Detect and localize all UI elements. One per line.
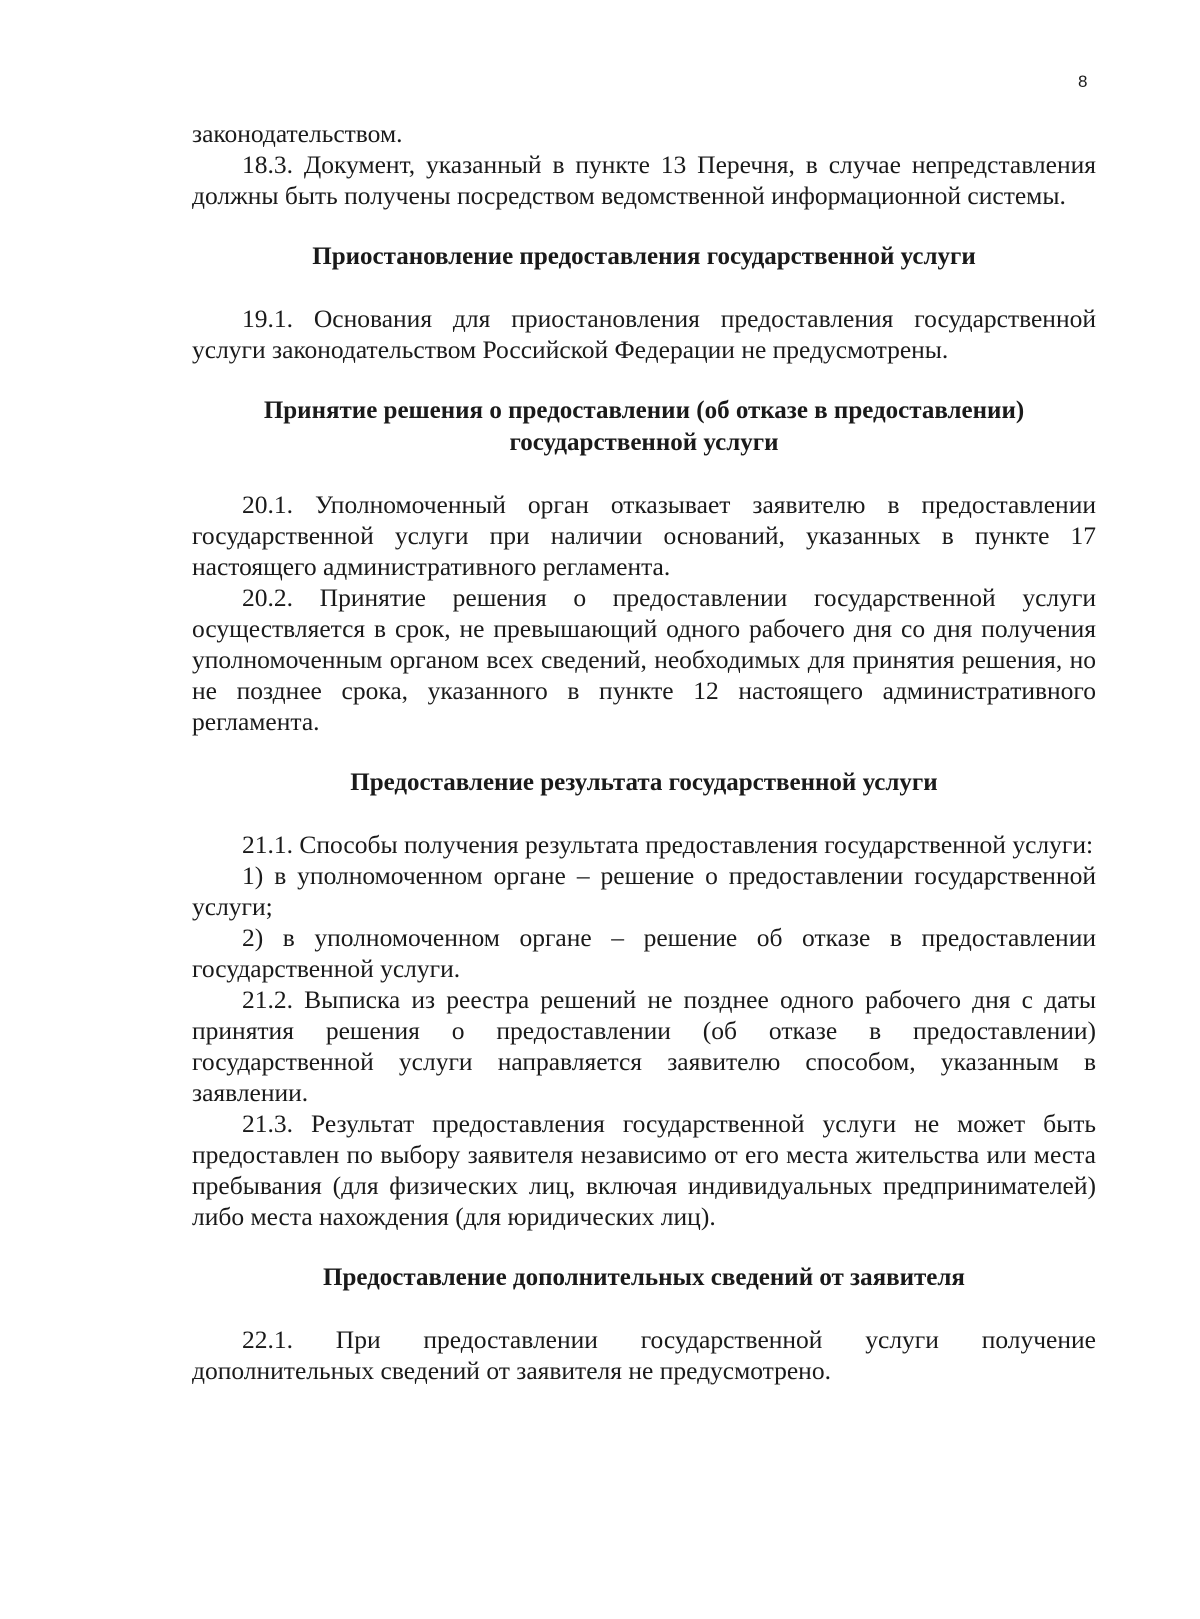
heading-line: Предоставление дополнительных сведений от заявителя	[323, 1264, 965, 1291]
section-heading-result	[192, 767, 1096, 799]
page-number: 8	[1078, 72, 1088, 91]
section-heading-suspension	[192, 241, 1096, 273]
list-item-2: 2) в уполномоченном органе – решение об отказе в предоставлении государственной услуги.	[192, 923, 1096, 983]
paragraph-21-3: 21.3. Результат предоставления государственной услуги не может быть предоставлен по выбору заявителя независимо от его места жительства или места пребывания (для физических лиц, включая индивидуальных предпринимателей) либо места нахождения (для юридических лиц).	[192, 1109, 1096, 1231]
paragraph-22-1: 22.1. При предоставлении государственной услуги получение дополнительных сведений от заявителя не предусмотрено.	[192, 1325, 1096, 1385]
paragraph-21-2: 21.2. Выписка из реестра решений не позднее одного рабочего дня с даты принятия решения о предоставлении (об отказе в предоставлении) государственной услуги направляется заявителю способом, указанным в заявлении.	[192, 985, 1096, 1107]
paragraph-20-2: 20.2. Принятие решения о предоставлении государственной услуги осуществляется в срок, не превышающий одного рабочего дня со дня получения уполномоченным органом всех сведений, необходимых для принятия решения, но не позднее срока, указанного в пункте 12 настоящего административного регламента.	[192, 583, 1096, 736]
paragraph: законодательством.	[192, 119, 403, 148]
heading-line: Принятие решения о предоставлении (об отказе в предоставлении)	[263, 397, 1025, 424]
heading-line: Приостановление предоставления государственной услуги	[312, 243, 976, 270]
document-body	[192, 118, 1096, 1386]
heading-line: государственной услуги	[509, 429, 779, 456]
heading-line: Предоставление результата государственной услуги	[350, 769, 938, 796]
list-item-1: 1) в уполномоченном органе – решение о предоставлении государственной услуги;	[192, 861, 1096, 921]
section-heading-decision	[192, 395, 1096, 459]
paragraph-21-1: 21.1. Способы получения результата предоставления государственной услуги:	[242, 830, 1094, 859]
paragraph-20-1: 20.1. Уполномоченный орган отказывает заявителю в предоставлении государственной услуги при наличии оснований, указанных в пункте 17 настоящего административного регламента.	[192, 490, 1096, 581]
section-heading-additional-info	[192, 1262, 1096, 1294]
paragraph-19-1: 19.1. Основания для приостановления предоставления государственной услуги законодательством Российской Федерации не предусмотрены.	[192, 304, 1096, 364]
paragraph-18-3: 18.3. Документ, указанный в пункте 13 Перечня, в случае непредставления должны быть получены посредством ведомственной информационной системы.	[192, 150, 1096, 210]
